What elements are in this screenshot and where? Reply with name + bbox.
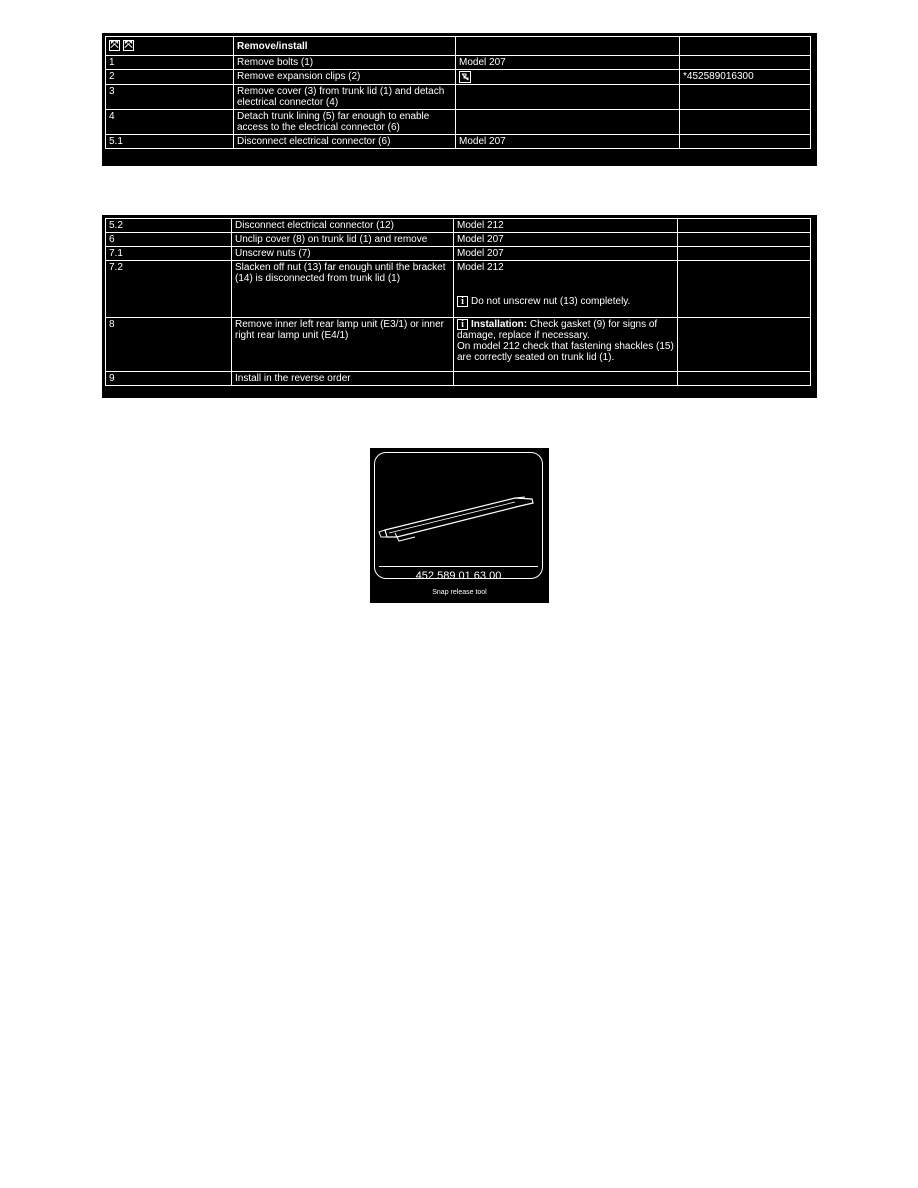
step-note xyxy=(456,70,680,85)
tool-divider xyxy=(379,566,538,567)
info-icon: i xyxy=(457,296,468,307)
step-number: 7.1 xyxy=(106,247,232,261)
step-note xyxy=(456,85,680,110)
step-ref xyxy=(678,318,811,372)
step-note: Model 212 xyxy=(454,219,678,233)
step-note: Model 207 xyxy=(456,56,680,70)
cross-arrows-icon: ⤧ xyxy=(124,40,133,51)
table-row xyxy=(106,318,811,372)
table-row xyxy=(106,233,811,247)
step-action: Remove expansion clips (2) xyxy=(234,70,456,85)
table-row xyxy=(106,261,811,318)
step-note: Model 207 xyxy=(456,135,680,149)
procedure-table-1 xyxy=(102,33,817,166)
tool-icon[interactable] xyxy=(459,71,471,83)
step-action: Install in the reverse order xyxy=(232,372,454,386)
installation-note-2: On model 212 check that fastening shackles (15) are correctly seated on trunk lid (1). xyxy=(457,341,674,363)
step-ref xyxy=(678,219,811,233)
step-action: Slacken off nut (13) far enough until the bracket (14) is disconnected from trunk lid (1) xyxy=(232,261,454,318)
step-number: 3 xyxy=(106,85,234,110)
cross-arrows-icon: ⤧ xyxy=(110,40,119,51)
step-number: 7.2 xyxy=(106,261,232,318)
step-note-cell xyxy=(454,318,678,372)
table-row xyxy=(106,247,811,261)
step-ref xyxy=(678,261,811,318)
info-icon: i xyxy=(457,319,468,330)
tool-number: 452 589 01 63 00 xyxy=(415,570,502,582)
table-row xyxy=(106,110,811,135)
step-ref xyxy=(680,135,811,149)
step-note: Model 212 xyxy=(457,262,504,273)
tool-caption: Snap release tool xyxy=(432,589,487,596)
step-ref: *452589016300 xyxy=(680,70,811,85)
step-number: 4 xyxy=(106,110,234,135)
step-ref xyxy=(680,56,811,70)
step-ref xyxy=(678,247,811,261)
table-row xyxy=(106,56,811,70)
step-ref xyxy=(680,110,811,135)
step-number: 2 xyxy=(106,70,234,85)
table-row xyxy=(106,135,811,149)
step-number: 5.2 xyxy=(106,219,232,233)
step-number: 5.1 xyxy=(106,135,234,149)
table-header-row xyxy=(106,37,811,56)
header-icons-cell xyxy=(106,37,234,56)
step-number: 6 xyxy=(106,233,232,247)
step-note xyxy=(454,372,678,386)
snap-release-tool-icon xyxy=(375,453,542,561)
table-row xyxy=(106,219,811,233)
step-action: Unscrew nuts (7) xyxy=(232,247,454,261)
tool-panel xyxy=(370,448,549,603)
header-col3 xyxy=(456,37,680,56)
step-note xyxy=(456,110,680,135)
info-note xyxy=(457,296,674,307)
table-row xyxy=(106,70,811,85)
procedure-table-2 xyxy=(102,215,817,398)
step-action: Remove bolts (1) xyxy=(234,56,456,70)
step-action: Disconnect electrical connector (12) xyxy=(232,219,454,233)
step-action: Unclip cover (8) on trunk lid (1) and remove xyxy=(232,233,454,247)
step-number: 9 xyxy=(106,372,232,386)
step-note: Model 207 xyxy=(454,233,678,247)
step-action: Disconnect electrical connector (6) xyxy=(234,135,456,149)
step-ref xyxy=(678,372,811,386)
installation-note: Check gasket (9) for signs of damage, replace if necessary. xyxy=(457,319,658,341)
step-action: Detach trunk lining (5) far enough to enable access to the electrical connector (6) xyxy=(234,110,456,135)
tool-frame xyxy=(374,452,543,582)
info-note-text: Do not unscrew nut (13) completely. xyxy=(471,296,631,307)
step-action: Remove inner left rear lamp unit (E3/1) or inner right rear lamp unit (E4/1) xyxy=(232,318,454,372)
header-title: Remove/install xyxy=(234,37,456,56)
step-number: 1 xyxy=(106,56,234,70)
step-note: Model 207 xyxy=(454,247,678,261)
step-action: Remove cover (3) from trunk lid (1) and detach electrical connector (4) xyxy=(234,85,456,110)
step-note-cell xyxy=(454,261,678,318)
step-ref xyxy=(678,233,811,247)
step-number: 8 xyxy=(106,318,232,372)
table-row xyxy=(106,372,811,386)
header-col4 xyxy=(680,37,811,56)
installation-label: Installation: xyxy=(471,319,528,330)
step-ref xyxy=(680,85,811,110)
table-row xyxy=(106,85,811,110)
